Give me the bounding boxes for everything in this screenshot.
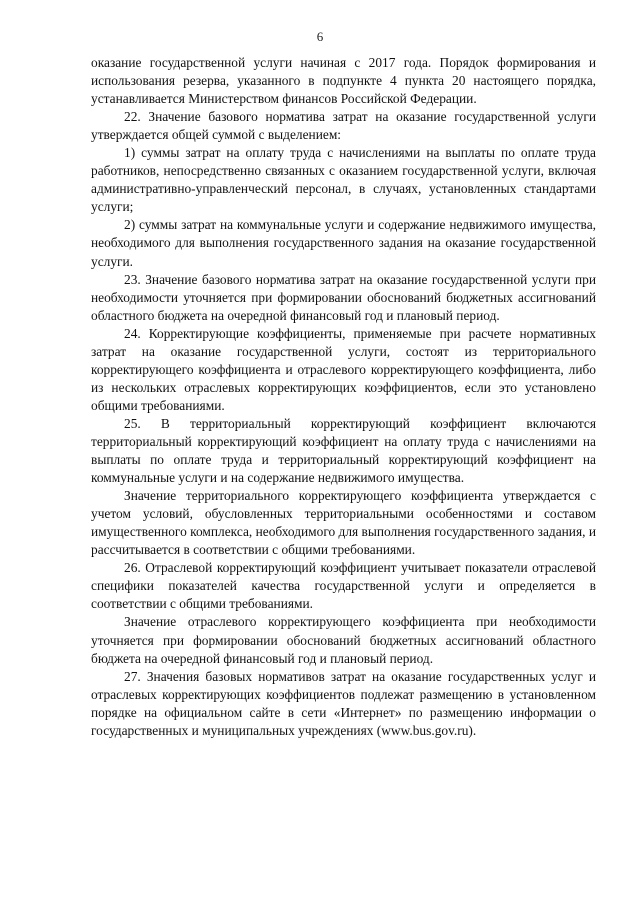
paragraph: 22. Значение базового норматива затрат на оказание государственной услуги утверждается общей суммой с выделением: <box>91 109 596 143</box>
paragraph: 25. В территориальный корректирующий коэффициент включаются территориальный корректирующий коэффициент на оплату труда с начислениями на выплаты по оплате труда и территориальный корректирующий коэффициент на коммунальные услуги и на содержание недвижимого имущества. <box>91 415 596 486</box>
paragraph: оказание государственной услуги начиная с 2017 года. Порядок формирования и использования резерва, указанного в подпункте 4 пункта 20 настоящего порядка, устанавливается Министерством финансов Российской Федерации. <box>91 55 596 107</box>
paragraph: 27. Значения базовых нормативов затрат на оказание государственных услуг и отраслевых корректирующих коэффициентов подлежат размещению в установленном порядке на официальном сайте в сети «Интернет» по размещению информации о государственных и муниципальных учреждениях (www.bus.gov.ru). <box>91 668 596 738</box>
page-number: 6 <box>316 29 324 44</box>
paragraph: Значение отраслевого корректирующего коэффициента при необходимости уточняется при формировании обоснований бюджетных ассигнований областного бюджета на очередной финансовый год и плановый период. <box>91 614 596 666</box>
paragraph: 1) суммы затрат на оплату труда с начислениями на выплаты по оплате труда работников, непосредственно связанных с оказанием государственной услуги, включая административно-управленческий персонал, в случаях, установленных стандартами услуги; <box>91 145 596 215</box>
paragraph: 23. Значение базового норматива затрат на оказание государственной услуги при необходимости уточняется при формировании обоснований бюджетных ассигнований областного бюджета на очередной финансовый год и плановый период. <box>91 271 596 323</box>
paragraph: 26. Отраслевой корректирующий коэффициент учитывает показатели отраслевой специфики показателей качества государственной услуги и определяется в соответствии с общими требованиями. <box>91 560 596 612</box>
paragraph: 24. Корректирующие коэффициенты, применяемые при расчете нормативных затрат на оказание государственной услуги, состоят из территориального корректирующего коэффициента и отраслевого корректирующего коэффициента, либо из нескольких отраслевых корректирующих коэффициентов, если это установлено общими требованиями. <box>91 325 596 413</box>
document-body <box>91 54 596 740</box>
paragraph: 2) суммы затрат на коммунальные услуги и содержание недвижимого имущества, необходимого для выполнения государственного задания на оказание государственной услуги. <box>91 217 596 269</box>
paragraph: Значение территориального корректирующего коэффициента утверждается с учетом условий, обусловленных территориальными особенностями и составом имущественного комплекса, необходимого для выполнения государственного задания, и рассчитывается в соответствии с общими требованиями. <box>91 488 596 558</box>
